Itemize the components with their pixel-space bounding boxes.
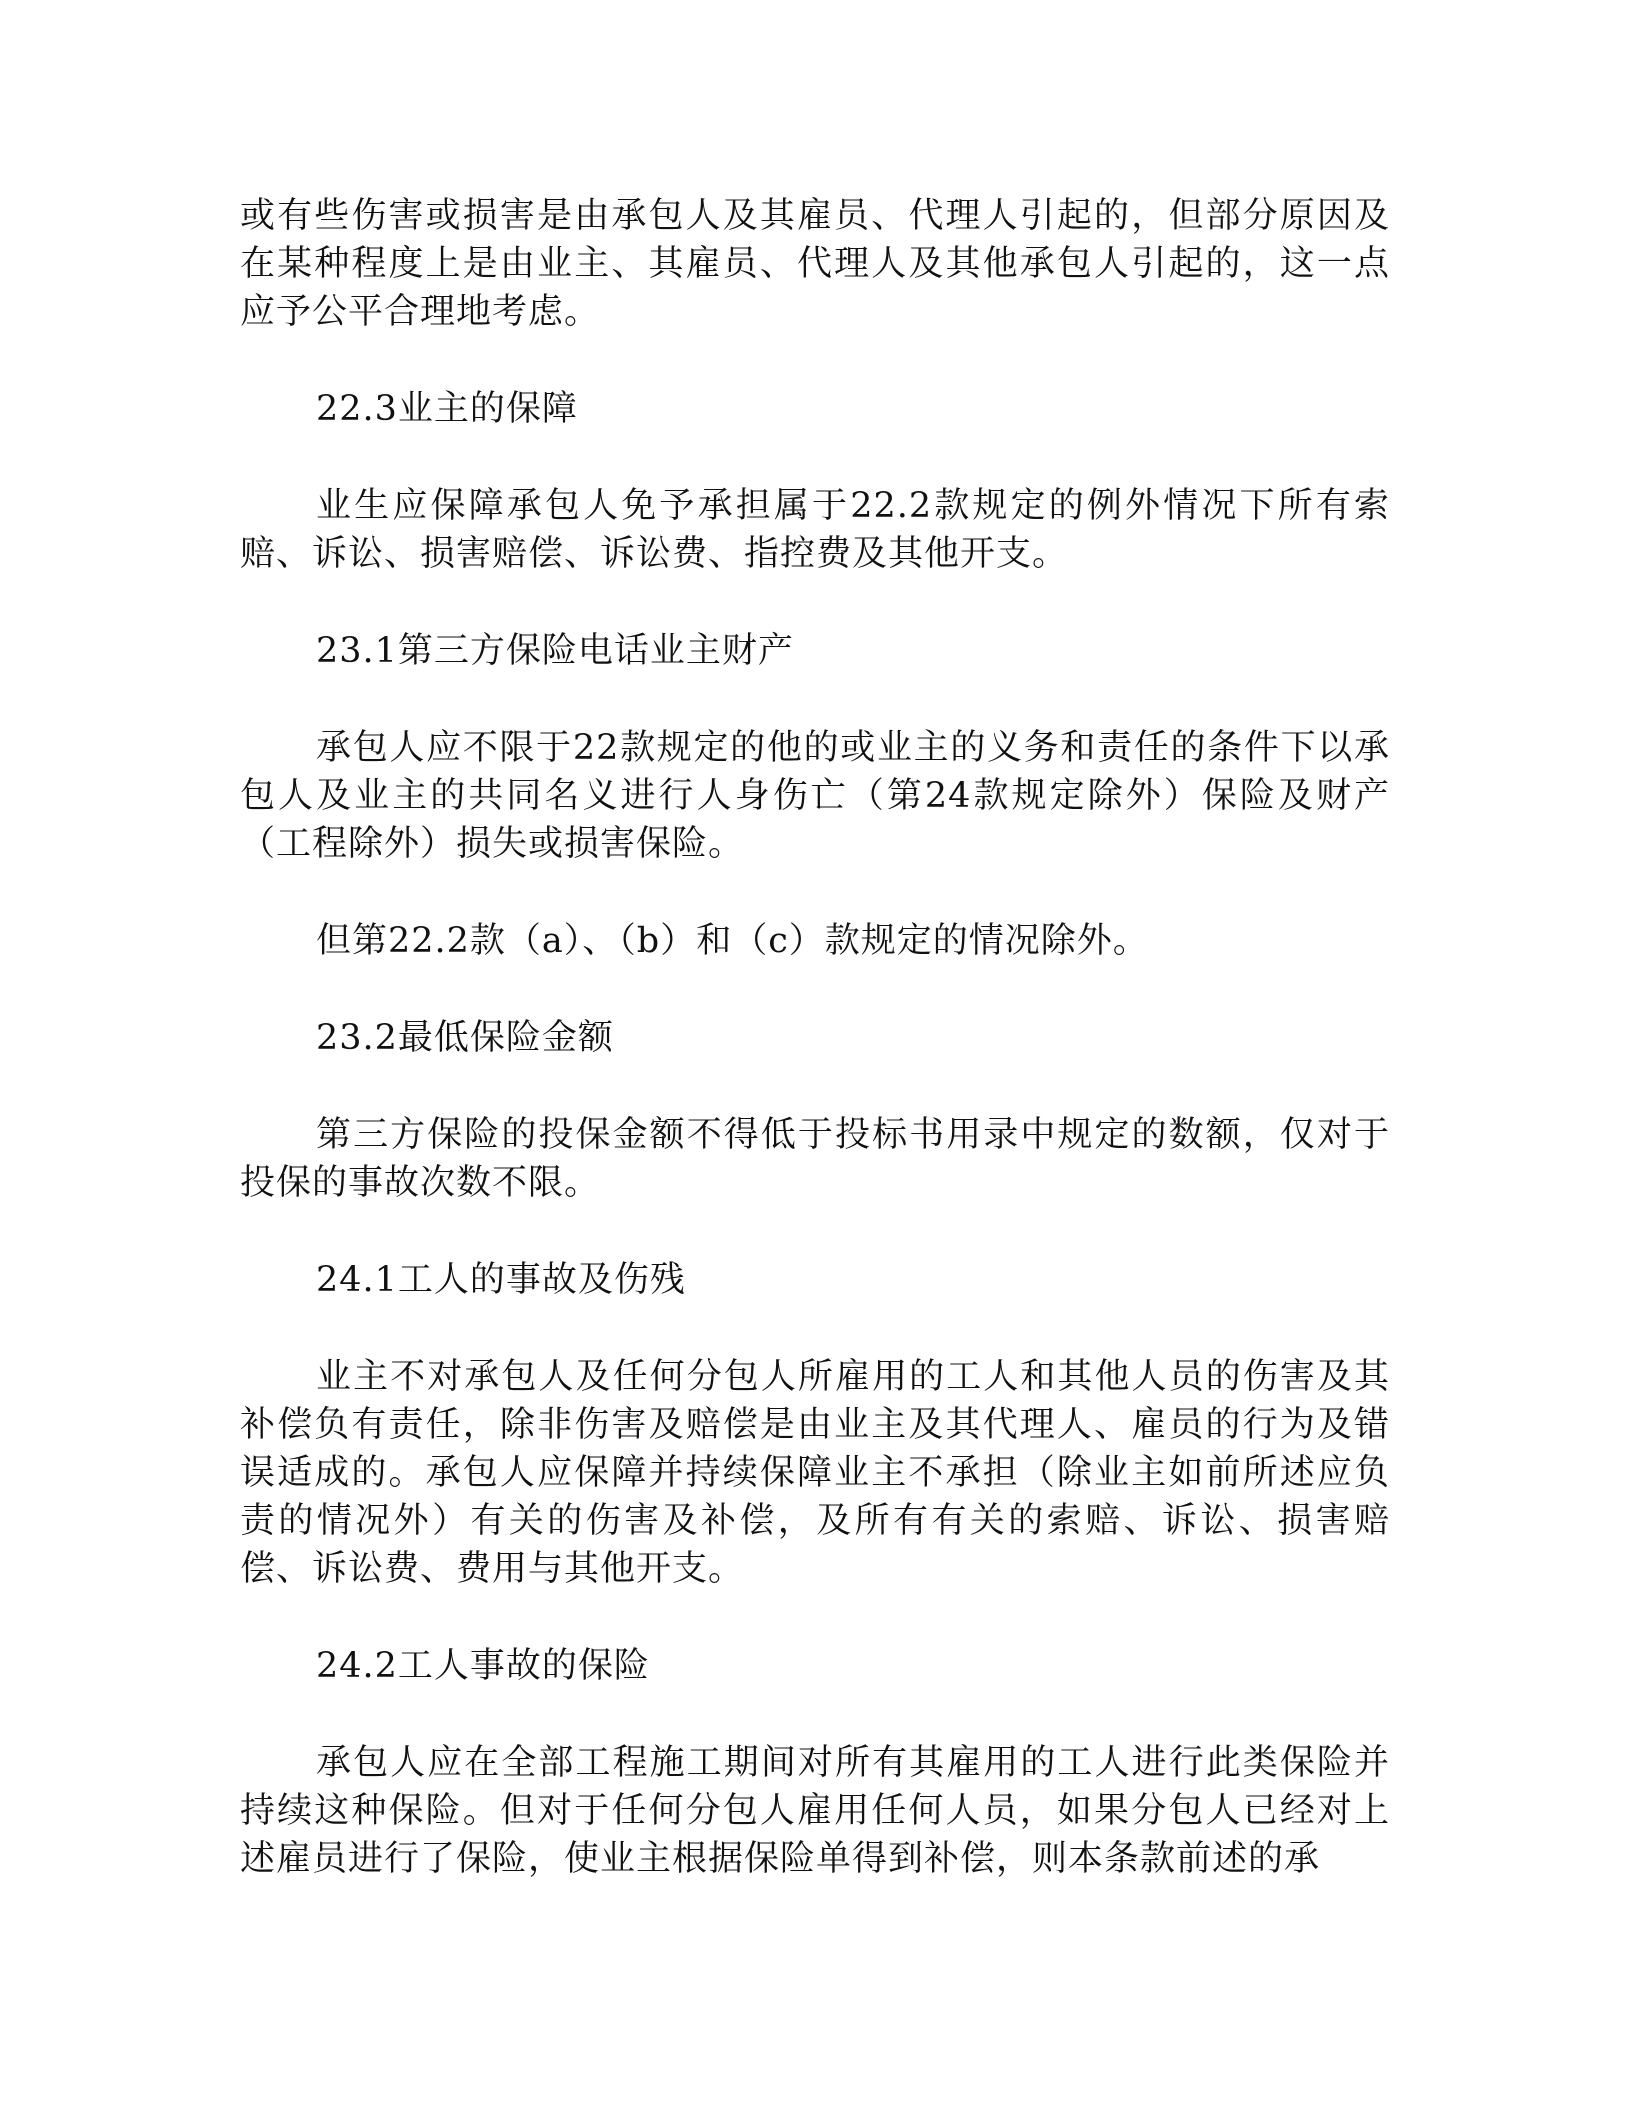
section-heading-23-1: 23.1第三方保险电话业主财产	[316, 631, 794, 671]
section-heading-24-1: 24.1工人的事故及伤残	[316, 1260, 686, 1300]
paragraph-exception-note: 但第22.2款（a）、（b）和（c）款规定的情况除外。	[316, 921, 1149, 961]
paragraph-liability-consideration: 或有些伤害或损害是由承包人及其雇员、代理人引起的，但部分原因及在某种程度上是由业主、其雇员、代理人及其他承包人引起的，这一点应予公平合理地考虑。	[240, 196, 1390, 332]
paragraph-worker-accident-liability: 业主不对承包人及任何分包人所雇用的工人和其他人员的伤害及其补偿负有责任，除非伤害及赔偿是由业主及其代理人、雇员的行为及错误适成的。承包人应保障并持续保障业主不承担（除业主如前所述应负责的情况外）有关的伤害及补偿，及所有有关的索赔、诉讼、损害赔偿、诉讼费、费用与其他开支。	[240, 1357, 1390, 1589]
paragraph-owner-indemnity: 业生应保障承包人免予承担属于22.2款规定的例外情况下所有索赔、诉讼、损害赔偿、诉讼费、指控费及其他开支。	[240, 486, 1390, 574]
paragraph-worker-accident-insurance: 承包人应在全部工程施工期间对所有其雇用的工人进行此类保险并持续这种保险。但对于任何分包人雇用任何人员，如果分包人已经对上述雇员进行了保险，使业主根据保险单得到补偿，则本条款前述的承	[240, 1743, 1390, 1879]
section-heading-23-2: 23.2最低保险金额	[316, 1018, 614, 1058]
paragraph-minimum-insurance-amount: 第三方保险的投保金额不得低于投标书用录中规定的数额，仅对于投保的事故次数不限。	[240, 1115, 1390, 1203]
document-body	[240, 192, 1390, 1932]
section-heading-24-2: 24.2工人事故的保险	[316, 1646, 650, 1686]
section-heading-22-3: 22.3业主的保障	[316, 389, 578, 429]
paragraph-third-party-insurance: 承包人应不限于22款规定的他的或业主的义务和责任的条件下以承包人及业主的共同名义进行人身伤亡（第24款规定除外）保险及财产（工程除外）损失或损害保险。	[240, 728, 1390, 864]
